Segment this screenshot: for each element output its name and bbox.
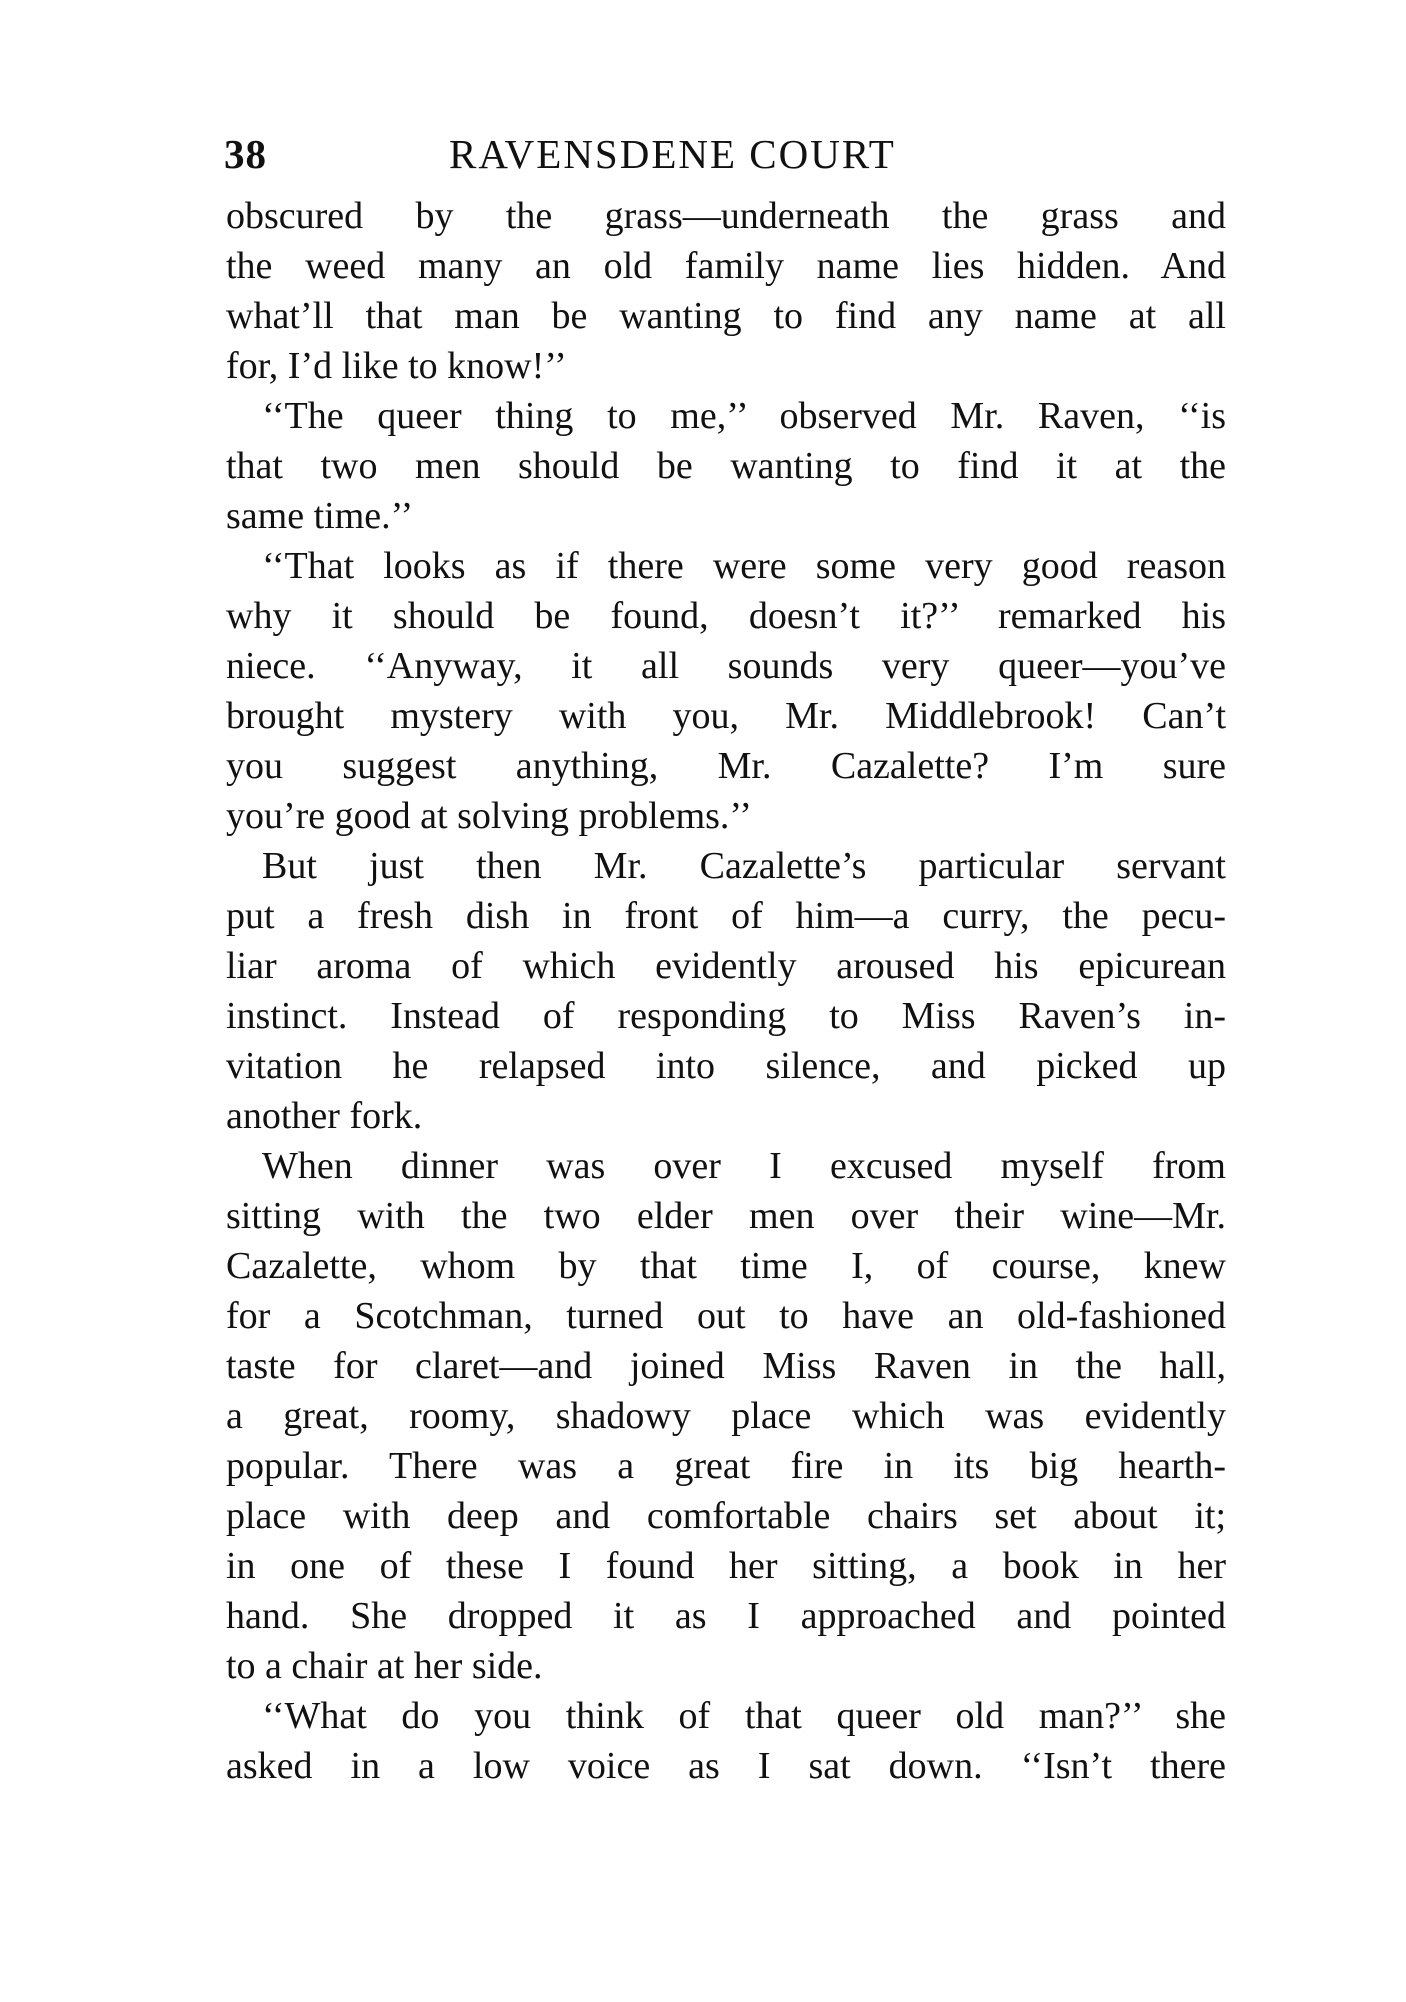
text-line: instinct. Instead of responding to Miss Raven’s in-	[226, 995, 1226, 1037]
text-line: place with deep and comfortable chairs set about it;	[226, 1495, 1226, 1537]
page-header	[224, 124, 1224, 184]
text-line: what’ll that man be wanting to find any name at all	[226, 295, 1226, 337]
text-line: ‘‘The queer thing to me,’’ observed Mr. Raven, ‘‘is	[262, 395, 1226, 437]
text-line: put a fresh dish in front of him—a curry, the pecu-	[226, 895, 1226, 937]
running-title: RAVENSDENE COURT	[449, 131, 896, 177]
text-line: ‘‘What do you think of that queer old man?’’ she	[262, 1695, 1226, 1737]
text-line: When dinner was over I excused myself from	[262, 1145, 1226, 1187]
page-number: 38	[224, 131, 267, 177]
text-line: another fork.	[226, 1095, 423, 1137]
text-line: popular. There was a great fire in its big hearth-	[226, 1445, 1226, 1487]
text-line: in one of these I found her sitting, a book in her	[226, 1545, 1226, 1587]
text-line: the weed many an old family name lies hidden. And	[226, 245, 1226, 287]
text-line: brought mystery with you, Mr. Middlebrook! Can’t	[226, 695, 1226, 737]
text-line: same time.’’	[226, 495, 414, 537]
text-line: that two men should be wanting to find it at the	[226, 445, 1226, 487]
text-line: obscured by the grass—underneath the grass and	[226, 195, 1226, 237]
text-line: for a Scotchman, turned out to have an old-fashioned	[226, 1295, 1226, 1337]
text-line: sitting with the two elder men over their wine—Mr.	[226, 1195, 1226, 1237]
body-text	[226, 191, 1226, 1791]
text-line: taste for claret—and joined Miss Raven in the hall,	[226, 1345, 1226, 1387]
text-line: But just then Mr. Cazalette’s particular servant	[262, 845, 1226, 887]
text-line: vitation he relapsed into silence, and picked up	[226, 1045, 1226, 1087]
text-line: asked in a low voice as I sat down. ‘‘Isn’t there	[226, 1745, 1226, 1787]
text-line: ‘‘That looks as if there were some very good reason	[262, 545, 1226, 587]
text-line: for, I’d like to know!’’	[226, 345, 567, 387]
text-line: liar aroma of which evidently aroused his epicurean	[226, 945, 1226, 987]
text-line: why it should be found, doesn’t it?’’ remarked his	[226, 595, 1226, 637]
text-line: a great, roomy, shadowy place which was evidently	[226, 1395, 1226, 1437]
text-line: you suggest anything, Mr. Cazalette? I’m sure	[226, 745, 1226, 787]
text-line: niece. ‘‘Anyway, it all sounds very queer—you’ve	[226, 645, 1226, 687]
text-line: you’re good at solving problems.’’	[226, 795, 752, 837]
text-line: to a chair at her side.	[226, 1645, 543, 1687]
text-line: Cazalette, whom by that time I, of course, knew	[226, 1245, 1226, 1287]
text-line: hand. She dropped it as I approached and pointed	[226, 1595, 1226, 1637]
